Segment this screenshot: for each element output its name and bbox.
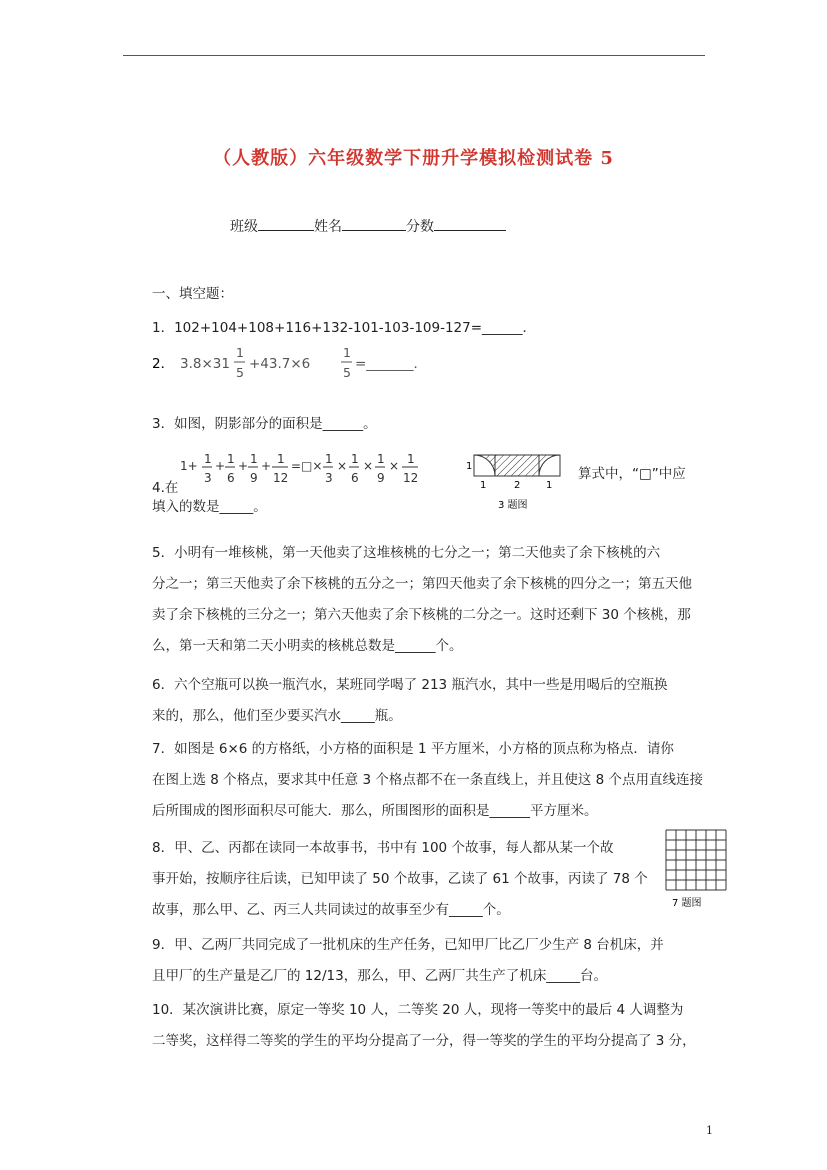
- svg-text:3: 3: [325, 471, 333, 485]
- fig7-caption: 7 题图: [672, 898, 702, 909]
- svg-text:1: 1: [227, 452, 235, 466]
- question-2-expression: [152, 340, 432, 384]
- question-1: 1．102+104+108+116+132-101-103-109-127=______．: [152, 320, 537, 336]
- svg-text:=□×: =□×: [291, 459, 323, 473]
- figure-3-svg: [464, 452, 574, 514]
- q7-line-1: 7．如图是 6×6 的方格纸，小方格的面积是 1 平方厘米，小方格的顶点称为格点．请你: [152, 741, 674, 757]
- page-number: 1: [706, 1124, 713, 1137]
- q10-line-1: 10．某次演讲比赛，原定一等奖 10 人，二等奖 20 人，现将一等奖中的最后 4 人调整为: [152, 1002, 684, 1018]
- svg-text:9: 9: [250, 471, 258, 485]
- q5-line-3: 卖了余下核桃的三分之一；第六天他卖了余下核桃的二分之一。这时还剩下 30 个核桃，那: [152, 607, 691, 623]
- fig3-label-3: 1: [546, 480, 553, 491]
- fig3-label-1: 1: [480, 480, 487, 491]
- q2-frac1-num: 1: [236, 345, 244, 360]
- figure-7: [664, 828, 728, 910]
- svg-text:+: +: [261, 459, 272, 473]
- fig3-label-2: 2: [514, 480, 521, 491]
- svg-text:12: 12: [273, 471, 289, 485]
- figure-3: [464, 452, 574, 514]
- question-3: 3．如图，阴影部分的面积是______。: [152, 416, 377, 432]
- svg-text:+: +: [215, 459, 226, 473]
- q9-line-2: 且甲厂的生产量是乙厂的 12/13，那么，甲、乙两厂共生产了机床_____台。: [152, 968, 607, 984]
- q8-line-1: 8．甲、乙、丙都在读同一本故事书，书中有 100 个故事，每人都从某一个故: [152, 840, 614, 856]
- score-blank: [434, 216, 506, 231]
- q10-line-2: 二等奖，这样得二等奖的学生的平均分提高了一分，得一等奖的学生的平均分提高了 3 分，: [152, 1033, 696, 1049]
- question-2: [152, 340, 432, 384]
- question-4-equation: [174, 452, 464, 492]
- fig3-caption: 3 题图: [498, 500, 528, 511]
- svg-text:12: 12: [403, 471, 419, 485]
- student-info: [230, 216, 506, 236]
- q9-line-1: 9．甲、乙两厂共同完成了一批机床的生产任务，已知甲厂比乙厂少生产 8 台机床，并: [152, 937, 664, 953]
- fig3-side-label: 1: [466, 461, 473, 472]
- question-9: [152, 930, 712, 992]
- svg-text:1: 1: [377, 452, 385, 466]
- q2-suffix: =_______．: [355, 356, 428, 372]
- svg-text:6: 6: [351, 471, 359, 485]
- svg-text:×: ×: [363, 459, 374, 473]
- question-7: [152, 734, 712, 827]
- svg-text:1: 1: [250, 452, 258, 466]
- svg-text:1: 1: [325, 452, 333, 466]
- score-label: 分数: [406, 219, 434, 235]
- svg-text:1: 1: [351, 452, 359, 466]
- svg-text:6: 6: [227, 471, 235, 485]
- question-4-after: 算式中，“□”中应: [578, 466, 686, 482]
- q8-line-2: 事开始，按顺序往后读，已知甲读了 50 个故事，乙读了 61 个故事，丙读了 78 个: [152, 871, 648, 887]
- q5-line-4: 么，第一天和第二天小明卖的核桃总数是______个。: [152, 638, 463, 654]
- svg-text:1+: 1+: [180, 459, 198, 473]
- header-rule: [123, 55, 705, 56]
- svg-text:×: ×: [389, 459, 400, 473]
- question-6: [152, 670, 712, 732]
- svg-text:1: 1: [204, 452, 212, 466]
- q8-line-3: 故事，那么甲、乙、丙三人共同读过的故事至少有_____个。: [152, 902, 510, 918]
- q2-frac2-num: 1: [343, 345, 351, 360]
- class-label: 班级: [230, 219, 258, 235]
- q2-prefix: 2．: [152, 356, 175, 372]
- name-label: 姓名: [314, 219, 342, 235]
- q6-line-1: 6．六个空瓶可以换一瓶汽水，某班同学喝了 213 瓶汽水，其中一些是用喝后的空瓶换: [152, 677, 668, 693]
- q7-line-3: 后所围成的图形面积尽可能大．那么，所围图形的面积是______平方厘米。: [152, 803, 598, 819]
- q2-frac1-den: 5: [236, 365, 244, 380]
- q2-frac2-den: 5: [343, 365, 351, 380]
- svg-text:+: +: [238, 459, 249, 473]
- class-blank: [258, 216, 314, 231]
- svg-text:9: 9: [377, 471, 385, 485]
- q4-equation-svg: [174, 452, 464, 492]
- svg-text:3: 3: [204, 471, 212, 485]
- question-8: [152, 833, 652, 926]
- question-10: [152, 995, 712, 1057]
- svg-text:×: ×: [337, 459, 348, 473]
- svg-text:1: 1: [407, 452, 415, 466]
- figure-7-svg: [664, 828, 728, 910]
- q2-term1: 3.8×31: [180, 356, 230, 372]
- section-heading: 一、填空题：: [152, 286, 233, 302]
- q7-line-2: 在图上选 8 个格点，要求其中任意 3 个格点都不在一条直线上，并且使这 8 个点用直线连接: [152, 772, 704, 788]
- question-4-number: 4.在: [152, 480, 179, 496]
- q6-line-2: 来的，那么，他们至少要买汽水_____瓶。: [152, 708, 402, 724]
- svg-text:1: 1: [277, 452, 285, 466]
- page-title: （人教版）六年级数学下册升学模拟检测试卷 5: [213, 148, 614, 169]
- q5-line-1: 5．小明有一堆核桃，第一天他卖了这堆核桃的七分之一；第二天他卖了余下核桃的六: [152, 545, 661, 561]
- question-5: [152, 538, 712, 662]
- q5-line-2: 分之一；第三天他卖了余下核桃的五分之一；第四天他卖了余下核桃的四分之一；第五天他: [152, 576, 692, 592]
- question-4-line2: 填入的数是_____。: [152, 499, 267, 515]
- name-blank: [342, 216, 406, 231]
- q2-plus: +43.7×6: [249, 356, 311, 372]
